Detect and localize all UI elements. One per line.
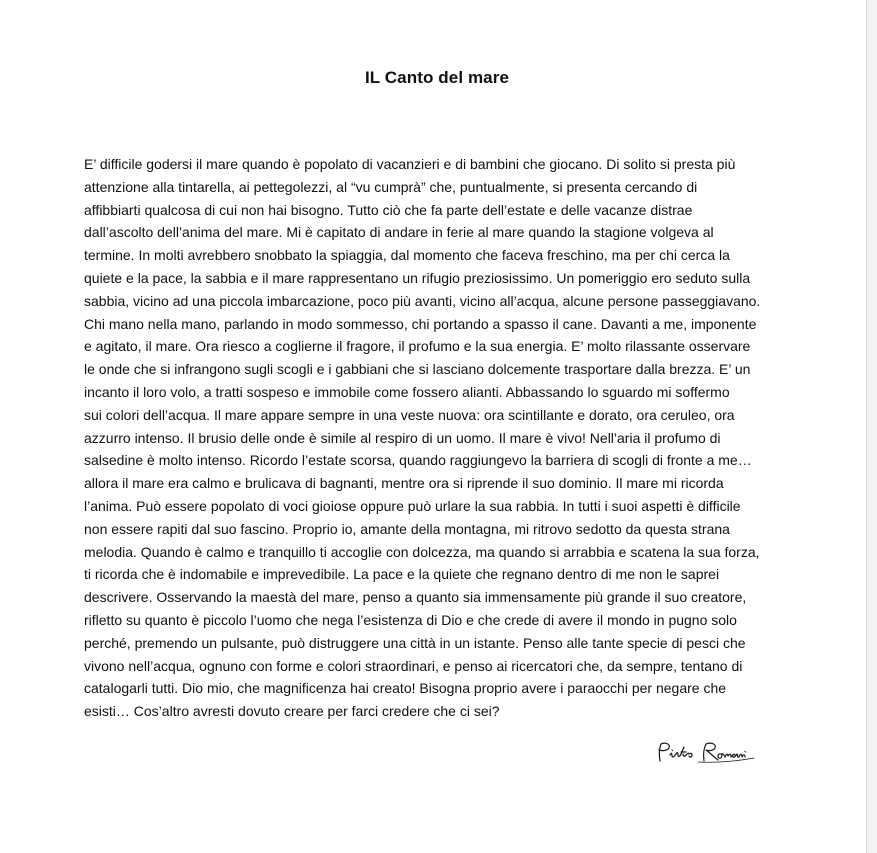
body-line: l’anima. Può essere popolato di voci gioiose oppure può urlare la sua rabbia. In tutti i suoi aspetti è difficile bbox=[84, 497, 741, 514]
body-line: melodia. Quando è calmo e tranquillo ti accoglie con dolcezza, ma quando si arrabbia e scatena la sua forza, bbox=[84, 543, 760, 560]
body-line: Chi mano nella mano, parlando in modo sommesso, chi portando a spasso il cane. Davanti a me, imponente bbox=[84, 315, 757, 332]
document-body bbox=[84, 153, 796, 723]
body-line: e agitato, il mare. Ora riesco a coglierne il fragore, il profumo e la sua energia. E’ molto rilassante osservare bbox=[84, 338, 751, 355]
body-line: affibbiarti qualcosa di cui non hai bisogno. Tutto ciò che fa parte dell’estate e delle vacanze distrae bbox=[84, 201, 693, 218]
body-line: attenzione alla tintarella, ai pettegolezzi, al “vu cumprà” che, puntualmente, si presenta cercando di bbox=[84, 178, 698, 195]
body-line: catalogarli tutti. Dio mio, che magnificenza hai creato! Bisogna proprio avere i paraocchi per negare che bbox=[84, 680, 727, 697]
body-line: E’ difficile godersi il mare quando è popolato di vacanzieri e di bambini che giocano. Di solito si presta più bbox=[84, 156, 736, 172]
window-gutter bbox=[867, 0, 877, 853]
body-line: vivono nell’acqua, ognuno con forme e colori straordinari, e penso ai ricercatori che, da sempre, tentano di bbox=[84, 657, 743, 674]
body-line: perché, premendo un pulsante, può distruggere una città in un istante. Penso alle tante specie di pesci che bbox=[84, 634, 746, 651]
body-line: salsedine è molto intenso. Ricordo l’estate scorsa, quando raggiungevo la barriera di scogli di fronte a me… bbox=[84, 452, 752, 469]
body-line: termine. In molti avrebbero snobbato la spiaggia, dal momento che faceva freschino, ma per chi cerca la bbox=[84, 247, 730, 264]
body-line: sabbia, vicino ad una piccola imbarcazione, poco più avanti, vicino all’acqua, alcune persone passeggiavano. bbox=[84, 292, 761, 309]
body-line: azzurro intenso. Il brusio delle onde è simile al respiro di un uomo. Il mare è vivo! Nell’aria il profumo di bbox=[84, 429, 721, 446]
body-line: incanto il loro volo, a tratti sospeso e immobile come fossero alianti. Abbassando lo sguardo mi soffermo bbox=[84, 383, 730, 400]
body-line: allora il mare era calmo e brulicava di bagnanti, mentre ora si riprende il suo dominio. Il mare mi ricorda bbox=[84, 475, 724, 492]
body-line: non essere rapiti dal suo fascino. Proprio io, amante della montagna, mi ritrovo sedotto da questa strana bbox=[84, 520, 730, 537]
handwritten-signature bbox=[646, 740, 786, 766]
body-line: esisti… Cos’altro avresti dovuto creare per farci credere che ci sei? bbox=[84, 703, 500, 720]
body-line: le onde che si infrangono sugli scogli e i gabbiani che si lasciano dolcemente trasportare dalla brezza. E’ un bbox=[84, 361, 751, 378]
body-line: quiete e la pace, la sabbia e il mare rappresentano un rifugio preziosissimo. Un pomeriggio ero seduto sulla bbox=[84, 269, 751, 286]
body-line: descrivere. Osservando la maestà del mare, penso a quanto sia immensamente più grande il suo creatore, bbox=[84, 589, 747, 606]
body-line: sui colori dell’acqua. Il mare appare sempre in una veste nuova: ora scintillante e dorato, ora ceruleo, ora bbox=[84, 406, 735, 423]
body-line: dall’ascolto dell’anima del mare. Mi è capitato di andare in ferie al mare quando la stagione volgeva al bbox=[84, 224, 714, 241]
body-line: ti ricorda che è indomabile e imprevedibile. La pace e la quiete che regnano dentro di me non le saprei bbox=[84, 566, 720, 583]
body-line: rifletto su quanto è piccolo l’uomo che nega l’esistenza di Dio e che crede di avere il mondo in pugno solo bbox=[84, 611, 737, 628]
document-title: IL Canto del mare bbox=[364, 68, 510, 87]
